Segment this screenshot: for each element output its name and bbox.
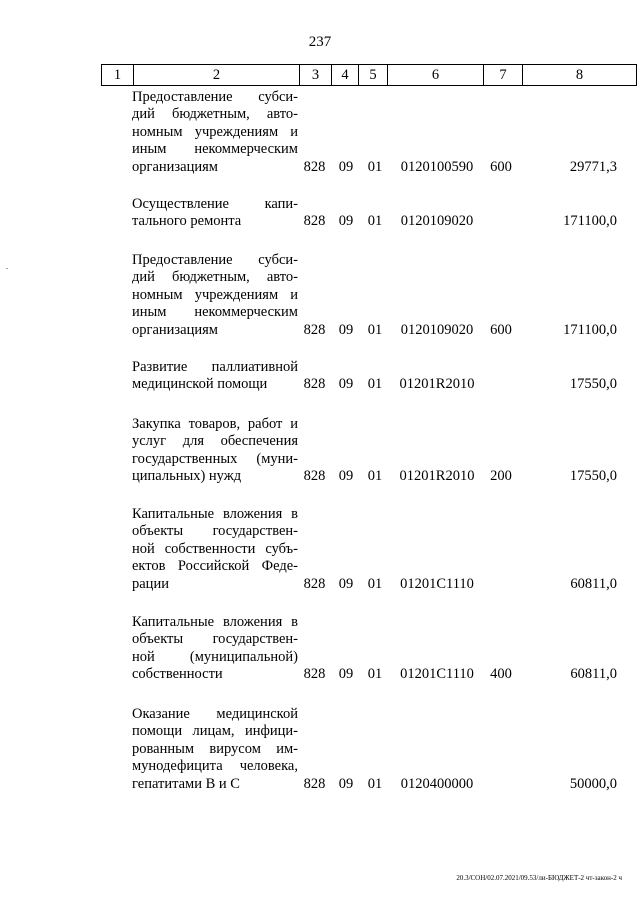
page-number: 237 <box>308 34 332 50</box>
description-line: Предоставление субси- <box>132 252 298 268</box>
cell-col-7: 600 <box>490 158 512 175</box>
cell-col-5: 01 <box>367 775 383 792</box>
cell-col-6: 01201C1110 <box>400 575 474 592</box>
description-line: рации <box>132 575 169 592</box>
cell-col-5: 01 <box>367 575 383 592</box>
description-line: иным некоммерческим <box>132 304 298 321</box>
table-header <box>101 64 637 86</box>
description-line: дий бюджетным, авто- <box>132 269 298 286</box>
cell-col-3: 828 <box>303 321 326 338</box>
description-line: гепатитами В и С <box>132 775 240 792</box>
description-line: Закупка товаров, работ и <box>132 416 298 432</box>
cell-col-6: 0120400000 <box>400 775 474 792</box>
cell-col-5: 01 <box>367 321 383 338</box>
cell-col-3: 828 <box>303 468 326 485</box>
cell-col-4: 09 <box>338 321 354 338</box>
description-line: Оказание медицинской <box>132 706 298 722</box>
cell-col-8: 29771,3 <box>569 158 617 175</box>
description-line: иным некоммерческим <box>132 141 298 158</box>
description-line: объекты государствен- <box>132 631 298 648</box>
cell-col-6: 0120109020 <box>400 213 474 230</box>
cell-col-4: 09 <box>338 666 354 683</box>
cell-col-7: 600 <box>490 321 512 338</box>
description-line: мунодефицита человека, <box>132 758 298 775</box>
cell-col-6: 0120100590 <box>400 158 474 175</box>
description-line: медицинской помощи <box>132 376 268 393</box>
row-description <box>132 506 298 593</box>
row-description <box>132 89 298 176</box>
cell-col-5: 01 <box>367 666 383 683</box>
header-col-1: 1 <box>113 67 122 83</box>
cell-col-3: 828 <box>303 376 326 393</box>
header-col-6: 6 <box>387 65 483 85</box>
cell-col-8: 17550,0 <box>569 376 617 393</box>
row-description <box>132 359 298 394</box>
cell-col-8: 60811,0 <box>570 575 617 592</box>
description-line: дий бюджетным, авто- <box>132 106 298 123</box>
header-col-2: 2 <box>133 65 299 85</box>
description-line: объекты государствен- <box>132 523 298 540</box>
footer-reference: 20.3/СОН/02.07.2021/09.53/ли-БЮДЖЕТ-2 чт-закон-2 ч <box>456 874 622 882</box>
cell-col-7: 200 <box>490 468 512 485</box>
row-description <box>132 706 298 793</box>
description-line: государственных (муни- <box>132 450 298 467</box>
header-col-7: 7 <box>483 65 522 85</box>
description-line: рованным вирусом им- <box>132 740 298 757</box>
description-line: помощи лицам, инфици- <box>132 723 298 740</box>
header-col-3: 3 <box>299 65 331 85</box>
description-line: номным учреждениям и <box>132 123 298 140</box>
description-line: Осуществление капи- <box>132 196 298 212</box>
header-col-4: 4 <box>331 65 358 85</box>
cell-col-3: 828 <box>303 775 326 792</box>
description-line: ектов Российской Феде- <box>132 558 298 575</box>
cell-col-5: 01 <box>367 468 383 485</box>
cell-col-8: 60811,0 <box>570 666 617 683</box>
description-line: услуг для обеспечения <box>132 433 298 450</box>
cell-col-3: 828 <box>303 213 326 230</box>
cell-col-8: 171100,0 <box>563 321 617 338</box>
cell-col-6: 0120109020 <box>400 321 474 338</box>
description-line: собственности <box>132 666 223 683</box>
cell-col-7: 400 <box>490 666 512 683</box>
row-description <box>132 614 298 684</box>
cell-col-4: 09 <box>338 376 354 393</box>
row-description <box>132 196 298 231</box>
description-line: тального ремонта <box>132 213 242 230</box>
description-line: Капитальные вложения в <box>132 614 298 630</box>
cell-col-6: 01201R2010 <box>399 468 475 485</box>
cell-col-5: 01 <box>367 213 383 230</box>
cell-col-5: 01 <box>367 158 383 175</box>
description-line: номным учреждениям и <box>132 286 298 303</box>
row-description <box>132 252 298 339</box>
cell-col-4: 09 <box>338 575 354 592</box>
margin-mark: . <box>6 262 8 271</box>
cell-col-4: 09 <box>338 213 354 230</box>
row-description <box>132 416 298 486</box>
description-line: Капитальные вложения в <box>132 506 298 522</box>
description-line: ципальных) нужд <box>132 468 242 485</box>
description-line: организациям <box>132 321 218 338</box>
cell-col-4: 09 <box>338 775 354 792</box>
description-line: Предоставление субси- <box>132 89 298 105</box>
description-line: организациям <box>132 158 218 175</box>
cell-col-4: 09 <box>338 468 354 485</box>
cell-col-3: 828 <box>303 575 326 592</box>
cell-col-3: 828 <box>303 666 326 683</box>
header-col-8: 8 <box>522 65 636 85</box>
header-col-5: 5 <box>358 65 387 85</box>
cell-col-4: 09 <box>338 158 354 175</box>
cell-col-5: 01 <box>367 376 383 393</box>
cell-col-8: 17550,0 <box>569 468 617 485</box>
description-line: Развитие паллиативной <box>132 359 298 375</box>
cell-col-6: 01201C1110 <box>400 666 474 683</box>
cell-col-8: 171100,0 <box>563 213 617 230</box>
description-line: ной собственности субъ- <box>132 540 298 557</box>
description-line: ной (муниципальной) <box>132 648 298 665</box>
cell-col-3: 828 <box>303 158 326 175</box>
cell-col-6: 01201R2010 <box>399 376 475 393</box>
cell-col-8: 50000,0 <box>569 775 617 792</box>
